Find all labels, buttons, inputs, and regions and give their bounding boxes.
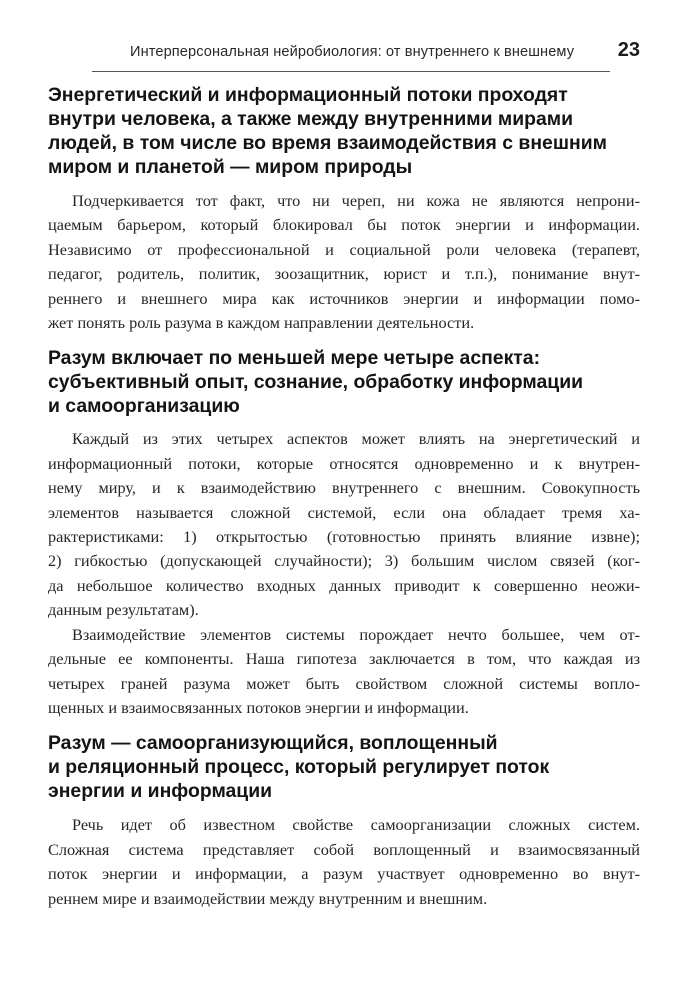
text-line: дельные ее компоненты. Наша гипотеза заключается в том, что каждая из: [48, 649, 640, 669]
section-mind-aspects: [48, 346, 640, 720]
text-line: элементов называется сложной системой, если она обладает тремя ха-: [48, 502, 640, 522]
text-line: да небольшое количество входных данных приводит к совершенно неожи-: [48, 575, 640, 595]
text-line: педагог, родитель, политик, зоозащитник, юрист и т.п.), понимание внут-: [48, 264, 640, 284]
heading-line: миром и планетой — миром природы: [48, 156, 413, 178]
paragraph: [48, 189, 640, 335]
paragraph: [48, 813, 640, 911]
text-line: Независимо от профессиональной и социальной роли человека (терапевт,: [48, 239, 640, 259]
running-header: [92, 39, 640, 68]
heading-line: людей, в том числе во время взаимодействия с внешним: [48, 132, 607, 154]
text-line: реннего и внешнего мира как источников энергии и информации помо-: [48, 288, 640, 308]
text-line: поток энергии и информации, а разум участвует одновременно во внут-: [48, 864, 640, 884]
text-line: Взаимодействие элементов системы порождает нечто большее, чем от-: [72, 624, 640, 644]
text-line: жет понять роль разума в каждом направлении деятельности.: [48, 313, 475, 333]
text-line: нему миру, и к взаимодействию внутреннего с внешним. Совокупность: [48, 478, 640, 498]
running-title: Интерперсональная нейробиология: от внутреннего к внешнему: [130, 44, 575, 60]
heading-line: субъективный опыт, сознание, обработку информации: [48, 371, 584, 394]
paragraph: [48, 427, 640, 622]
heading-line: и реляционный процесс, который регулирует поток: [48, 756, 550, 779]
heading-line: и самоорганизацию: [48, 395, 240, 418]
heading-line: Разум — самоорганизующийся, воплощенный: [48, 732, 498, 755]
section-heading: [48, 83, 640, 179]
text-line: цаемым барьером, который блокировал бы поток энергии и информации.: [48, 215, 640, 235]
heading-line: энергии и информации: [48, 780, 273, 803]
text-line: Речь идет об известном свойстве самоорганизации сложных систем.: [72, 815, 640, 835]
section-self-organizing-mind: [48, 731, 640, 911]
text-line: информационный потоки, которые относятся одновременно и к внутрен-: [48, 453, 640, 473]
header-rule: [92, 71, 610, 72]
heading-line: внутри человека, а также между внутренними мирами: [48, 108, 574, 130]
page-number: 23: [617, 39, 640, 61]
text-line: Каждый из этих четырех аспектов может влиять на энергетический и: [72, 429, 640, 449]
section-heading: [48, 731, 640, 803]
text-line: данным результатам).: [48, 600, 199, 620]
text-line: реннем мире и взаимодействии между внутренним и внешним.: [48, 888, 488, 908]
heading-line: Разум включает по меньшей мере четыре аспекта:: [48, 347, 541, 370]
text-line: щенных и взаимосвязанных потоков энергии и информации.: [48, 697, 469, 717]
text-line: четырех граней разума может быть свойством сложной системы вопло-: [48, 673, 640, 693]
heading-line: Энергетический и информационный потоки проходят: [48, 84, 568, 106]
text-line: Сложная система представляет собой воплощенный и взаимосвязанный: [48, 839, 640, 859]
text-line: Подчеркивается тот факт, что ни череп, ни кожа не являются непрони-: [72, 191, 640, 210]
page-body: [48, 83, 640, 911]
section-heading: [48, 346, 640, 418]
paragraph: [48, 623, 640, 721]
text-line: 2) гибкостью (допускающей случайности); 3) большим числом связей (ког-: [48, 551, 640, 571]
section-energy-flows: [48, 83, 640, 335]
text-line: рактеристиками: 1) открытостью (готовностью принять влияние извне);: [48, 527, 640, 547]
